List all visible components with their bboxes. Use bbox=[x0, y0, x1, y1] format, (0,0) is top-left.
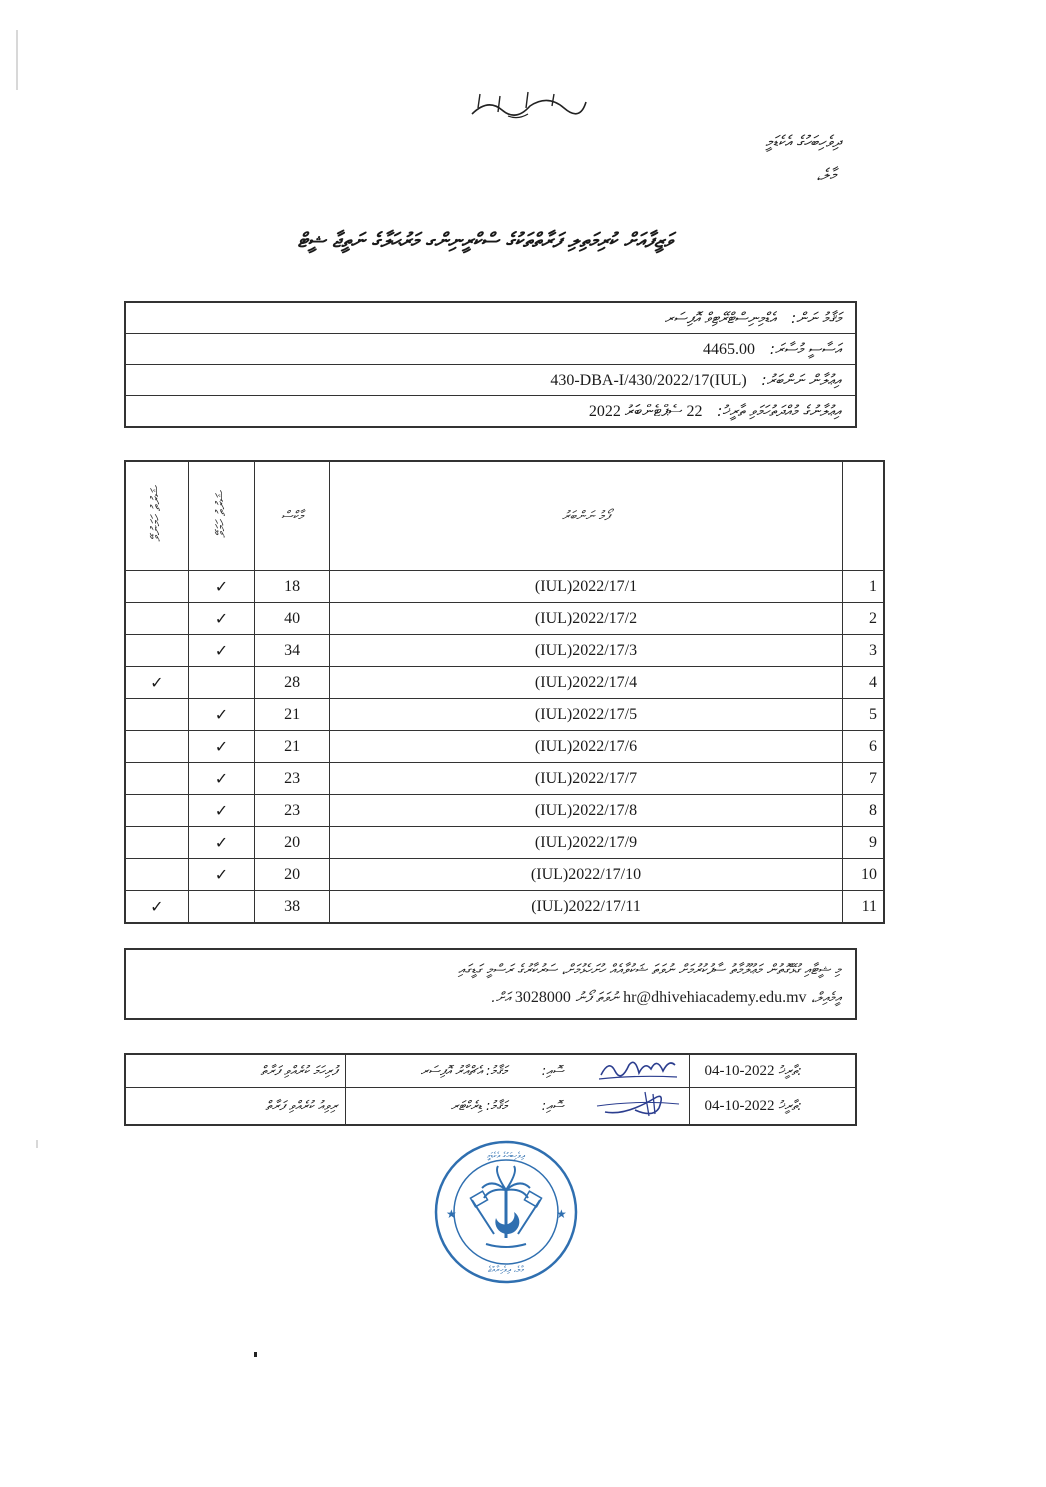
notice-line-1: މި ޝީޓާއި ގުޅޭގޮތުން މަޢުލޫމާތު ސާފުކުރުމަށް ނުވަތަ ޝަކުވާއެއް ހުށަހެޅުމަށް، ސަރުކާރުގެ ރަސްމީ ގަޑީގައި bbox=[458, 962, 841, 978]
table-row bbox=[125, 571, 884, 603]
form-number-cell: (IUL)2022/17/8 bbox=[329, 795, 842, 827]
eligible-cell: ✓ bbox=[188, 763, 255, 795]
sign-label: ސޮއި: bbox=[515, 1054, 572, 1088]
notice-number-value: (IUL)430-DBA-I/430/2022/17 bbox=[550, 371, 747, 389]
seal-bottom-text: މާލެ، ދިވެހިރާއްޖެ bbox=[487, 1265, 525, 1274]
scan-artifact bbox=[16, 30, 18, 90]
table-row bbox=[125, 699, 884, 731]
table-row bbox=[125, 891, 884, 924]
form-number-cell: (IUL)2022/17/7 bbox=[329, 763, 842, 795]
contact-email: hr@dhivehiacademy.edu.mv bbox=[623, 989, 807, 1006]
marks-cell: 38 bbox=[255, 891, 330, 924]
eligible-cell: ✓ bbox=[188, 699, 255, 731]
eligible-cell: ✓ bbox=[188, 859, 255, 891]
row-number-cell: 5 bbox=[843, 699, 884, 731]
notice-number-row bbox=[125, 365, 856, 396]
screening-results-table bbox=[124, 460, 885, 924]
table-row bbox=[125, 667, 884, 699]
table-row bbox=[125, 603, 884, 635]
signature-image bbox=[572, 1054, 690, 1088]
signature-row bbox=[125, 1088, 856, 1126]
salary-value: 4465.00 bbox=[703, 340, 756, 358]
not-eligible-cell bbox=[125, 859, 188, 891]
signatory-position: މަޤާމު: ޑިރެކްޓަރ bbox=[346, 1088, 515, 1126]
eligible-cell: ✓ bbox=[188, 603, 255, 635]
not-eligible-cell bbox=[125, 603, 188, 635]
contact-phone: 3028000 bbox=[514, 989, 571, 1006]
official-seal bbox=[432, 1138, 580, 1286]
eligible-cell: ✓ bbox=[188, 731, 255, 763]
notice-phone-prefix: ނުވަތަ ފޯނު bbox=[575, 990, 619, 1006]
handwritten-signature bbox=[595, 1055, 681, 1083]
salary-row bbox=[125, 334, 856, 365]
eligible-cell: ✓ bbox=[188, 635, 255, 667]
not-eligible-cell bbox=[125, 635, 188, 667]
row-number-cell: 9 bbox=[843, 827, 884, 859]
table-row bbox=[125, 795, 884, 827]
form-number-cell: (IUL)2022/17/6 bbox=[329, 731, 842, 763]
marks-cell: 18 bbox=[255, 571, 330, 603]
date-label: ތާރީޚު: bbox=[778, 1098, 802, 1114]
date-label: ތާރީޚު: bbox=[778, 1063, 802, 1079]
eligible-cell: ✓ bbox=[188, 795, 255, 827]
signatory-position: މަޤާމު: އެޗްއާރު އޮފިސަރ bbox=[346, 1054, 515, 1088]
row-number-cell: 1 bbox=[843, 571, 884, 603]
not-eligible-cell: ✓ bbox=[125, 667, 188, 699]
marks-cell: 40 bbox=[255, 603, 330, 635]
table-row bbox=[125, 635, 884, 667]
marks-cell: 20 bbox=[255, 827, 330, 859]
seal-top-text: ދިވެހިބަހުގެ އެކެޑަމީ bbox=[487, 1151, 525, 1160]
marks-cell: 21 bbox=[255, 699, 330, 731]
eligible-cell bbox=[188, 667, 255, 699]
row-number-cell: 11 bbox=[843, 891, 884, 924]
marks-cell: 21 bbox=[255, 731, 330, 763]
document-title: ވަޒީފާއަށް ކުރިމަތިލި ފަރާތްތަކުގެ ސްކްރީނިންގ މަރުޙަލާގެ ނަތީޖާ ޝީޓް bbox=[297, 228, 673, 252]
city-name: މާލެ، bbox=[816, 165, 836, 184]
marks-cell: 23 bbox=[255, 795, 330, 827]
svg-text:★: ★ bbox=[556, 1207, 567, 1221]
position-label: މަޤާމު ނަން: bbox=[791, 309, 841, 327]
marks-cell: 23 bbox=[255, 763, 330, 795]
signature-date-cell bbox=[690, 1088, 856, 1126]
position-row bbox=[125, 302, 856, 334]
not-eligible-cell bbox=[125, 827, 188, 859]
not-eligible-cell bbox=[125, 571, 188, 603]
sign-label: ސޮއި: bbox=[515, 1088, 572, 1126]
not-eligible-cell bbox=[125, 763, 188, 795]
signature-date-cell bbox=[690, 1054, 856, 1088]
form-number-cell: (IUL)2022/17/5 bbox=[329, 699, 842, 731]
marks-cell: 28 bbox=[255, 667, 330, 699]
contact-notice bbox=[124, 948, 857, 1020]
not-eligible-cell bbox=[125, 795, 188, 827]
organization-name: ދިވެހިބަހުގެ އެކެޑަމީ bbox=[765, 132, 841, 151]
signatory-role: ރިވިއު ކުރެއްވި ފަރާތް bbox=[125, 1088, 346, 1126]
scan-artifact bbox=[36, 1140, 38, 1148]
form-number-cell: (IUL)2022/17/11 bbox=[329, 891, 842, 924]
notice-number-label: އިޢުލާން ނަންބަރު: bbox=[761, 370, 841, 389]
table-row bbox=[125, 859, 884, 891]
row-number-cell: 2 bbox=[843, 603, 884, 635]
scan-speck bbox=[254, 1352, 257, 1357]
row-number-cell: 7 bbox=[843, 763, 884, 795]
form-number-cell: (IUL)2022/17/1 bbox=[329, 571, 842, 603]
form-number-cell: (IUL)2022/17/3 bbox=[329, 635, 842, 667]
table-row bbox=[125, 731, 884, 763]
row-number-cell: 10 bbox=[843, 859, 884, 891]
signature-row bbox=[125, 1054, 856, 1088]
salary-label: އަސާސީ މުސާރަ: bbox=[769, 339, 841, 358]
form-number-cell: (IUL)2022/17/10 bbox=[329, 859, 842, 891]
eligible-header: ޝަރުތު ހަމަވޭ bbox=[188, 461, 255, 571]
eligible-cell: ✓ bbox=[188, 827, 255, 859]
row-number-cell: 8 bbox=[843, 795, 884, 827]
deadline-value: 22 ސެޕްޓެންބަރު 2022 bbox=[588, 402, 703, 420]
not-eligible-cell: ✓ bbox=[125, 891, 188, 924]
marks-header: މާކްސް bbox=[255, 461, 330, 571]
basmala-calligraphy bbox=[468, 88, 588, 122]
not-eligible-cell bbox=[125, 731, 188, 763]
signatory-role: ފުރިހަމަ ކުރެއްވި ފަރާތް bbox=[125, 1054, 346, 1088]
form-number-cell: (IUL)2022/17/2 bbox=[329, 603, 842, 635]
vacancy-info-table bbox=[124, 301, 857, 428]
deadline-label: އިޢުލާނުގެ މުއްދަތުހަމަވި ތާރީޚު: bbox=[717, 401, 841, 420]
signature-table bbox=[124, 1053, 857, 1126]
eligible-cell: ✓ bbox=[188, 571, 255, 603]
table-row bbox=[125, 827, 884, 859]
signature-date: 04-10-2022 bbox=[704, 1062, 775, 1079]
marks-cell: 34 bbox=[255, 635, 330, 667]
row-number-cell: 3 bbox=[843, 635, 884, 667]
not-eligible-cell bbox=[125, 699, 188, 731]
results-header-row bbox=[125, 461, 884, 571]
row-number-cell: 4 bbox=[843, 667, 884, 699]
svg-text:★: ★ bbox=[446, 1207, 457, 1221]
notice-suffix: އަށް. bbox=[491, 990, 511, 1006]
signature-date: 04-10-2022 bbox=[704, 1097, 775, 1114]
form-number-header: ފޯމު ނަންބަރު bbox=[329, 461, 842, 571]
table-row bbox=[125, 763, 884, 795]
marks-cell: 20 bbox=[255, 859, 330, 891]
notice-email-prefix: އީމެއިލް، bbox=[810, 990, 841, 1006]
row-number-header bbox=[843, 461, 884, 571]
deadline-row bbox=[125, 396, 856, 428]
signature-image bbox=[572, 1088, 690, 1126]
form-number-cell: (IUL)2022/17/4 bbox=[329, 667, 842, 699]
handwritten-signature bbox=[595, 1088, 681, 1120]
form-number-cell: (IUL)2022/17/9 bbox=[329, 827, 842, 859]
not-eligible-header: ޝަރުތު ހަމަނުވޭ bbox=[125, 461, 188, 571]
position-value: އެޑްމިނިސްޓްރޭޓިވް އޮފިސަރ bbox=[664, 309, 777, 327]
notice-line-2 bbox=[140, 984, 841, 1012]
eligible-cell bbox=[188, 891, 255, 924]
row-number-cell: 6 bbox=[843, 731, 884, 763]
